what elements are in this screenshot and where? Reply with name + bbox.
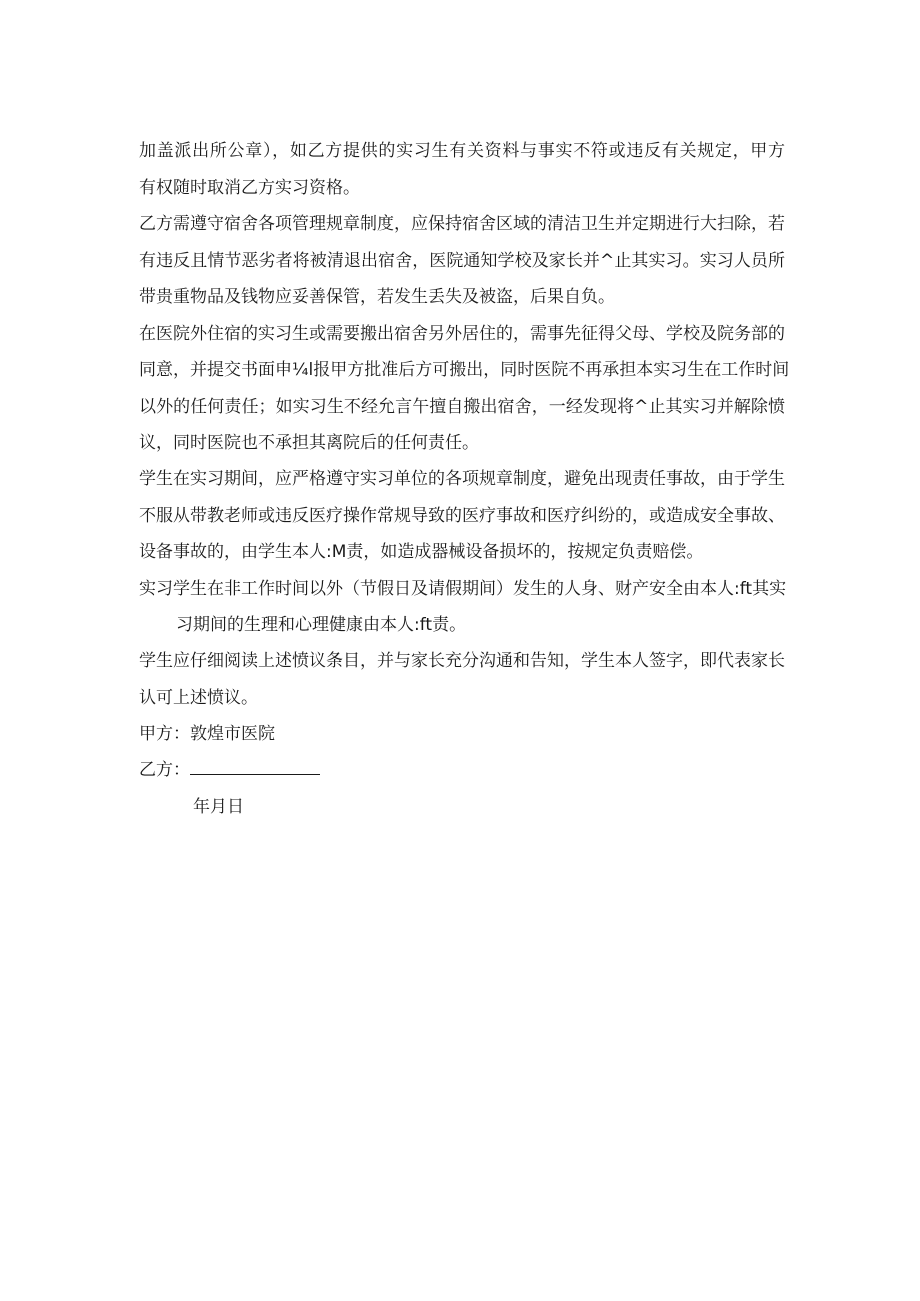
text-line: 学生在实习期间，应严格遵守实习单位的各项规章制度，避免出现责任事故，由于学生 (139, 469, 785, 489)
date-line: 年月日 (193, 797, 244, 817)
text-line: 认可上述愤议。 (139, 688, 258, 708)
signature-blank (190, 774, 320, 775)
text-line: 有违反且情节恶劣者将被清退出宿舍，医院通知学校及家长并^止其实习。实习人员所 (139, 251, 785, 271)
party-a-line: 甲方：敦煌市医院 (139, 724, 275, 744)
text-line: 以外的任何责任；如实习生不经允言午擅自搬出宿舍，一经发现将^止其实习并解除愤 (139, 397, 785, 417)
text-line: 实习学生在非工作时间以外（节假日及请假期间）发生的人身、财产安全由本人:ft其实 (139, 579, 787, 599)
text-line: 有权随时取消乙方实习资格。 (139, 178, 360, 198)
text-line: 不服从带教老师或违反医疗操作常规导致的医疗事故和医疗纠纷的，或造成安全事故、 (139, 506, 785, 526)
text-line: 设备事故的，由学生本人:M责，如造成器械设备损坏的，按规定负责赔偿。 (139, 542, 704, 562)
text-line: 议，同时医院也不承担其离院后的任何责任。 (139, 433, 479, 453)
text-line: 乙方需遵守宿舍各项管理规章制度，应保持宿舍区域的清洁卫生并定期进行大扫除，若 (139, 214, 785, 234)
text-line: 习期间的生理和心理健康由本人:ft责。 (176, 615, 467, 635)
text-line: 带贵重物品及钱物应妥善保管，若发生丢失及被盗，后果自负。 (139, 287, 615, 307)
text-line: 同意，并提交书面申¼l报甲方批准后方可搬出，同时医院不再承担本实习生在工作时间 (139, 360, 790, 380)
party-b-label: 乙方： (139, 760, 190, 780)
text-line: 在医院外住宿的实习生或需要搬出宿舍另外居住的，需事先征得父母、学校及院务部的 (139, 324, 785, 344)
text-line: 加盖派出所公章），如乙方提供的实习生有关资料与事实不符或违反有关规定，甲方 (139, 141, 785, 161)
text-line: 学生应仔细阅读上述愤议条目，并与家长充分沟通和告知，学生本人签字，即代表家长 (139, 651, 785, 671)
